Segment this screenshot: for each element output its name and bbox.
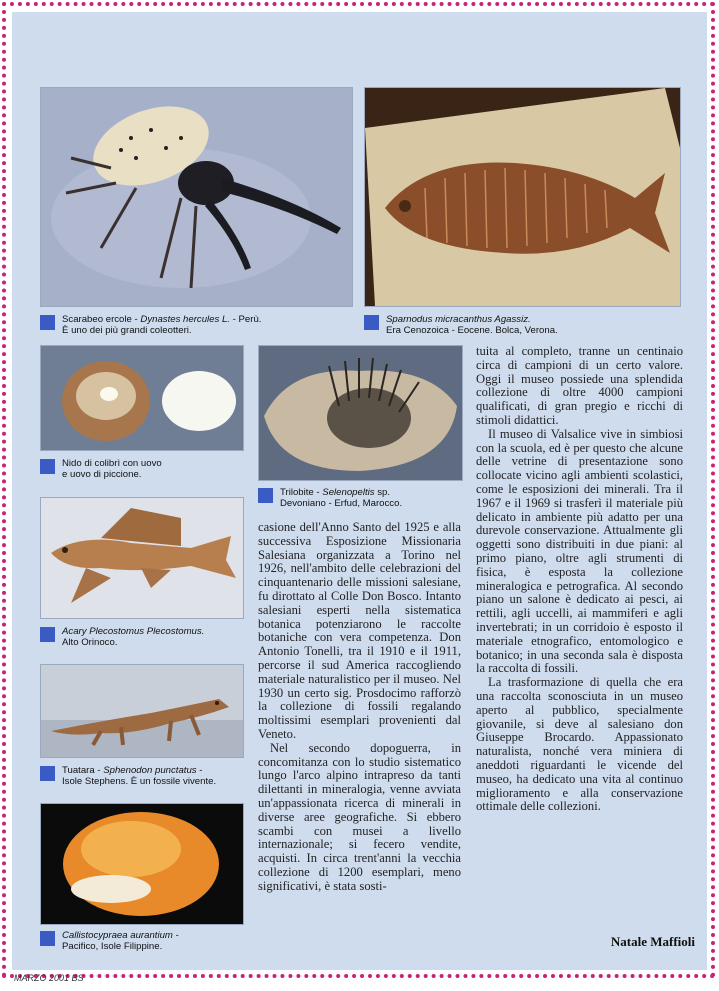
caption-square-icon	[40, 766, 55, 781]
caption-square-icon	[40, 931, 55, 946]
nest-caption	[40, 458, 250, 482]
caption-species: Selenopeltis	[322, 487, 375, 498]
author-signature: Natale Maffioli	[610, 934, 695, 949]
caption-text: -	[196, 765, 203, 776]
beetle-caption	[40, 314, 360, 338]
catfish-caption	[40, 626, 260, 650]
caption-text: Scarabeo ercole -	[62, 314, 141, 325]
caption-text: sp.	[374, 487, 391, 498]
caption-text: È uno dei più grandi coleotteri.	[62, 325, 192, 336]
caption-text: Era Cenozoica - Eocene. Bolca, Verona.	[386, 325, 558, 336]
caption-text: Pacifico, Isole Filippine.	[62, 941, 163, 952]
article-column-middle	[258, 521, 461, 894]
caption-species: Callistocypraea aurantium	[62, 930, 173, 941]
beetle-photo	[40, 87, 353, 307]
trilobite-photo	[258, 345, 463, 481]
caption-square-icon	[40, 459, 55, 474]
fish-caption	[364, 314, 694, 338]
article-paragraph: Nel secondo dopoguerra, in concomitanza con lo studio sistematico lungo l'arco alpino intrapreso da tanti dilettanti in mineralogia, venne avviata un'appassionata ricerca di minerali in diverse aree geografiche. Si ebbero scambi con musei a livello internazionale; si fecero vendite, acquisti. In circa trent'anni la vecchia collezione di 1200 esemplari, meno significativi, è stata sosti-	[258, 740, 461, 893]
shell-caption	[40, 930, 260, 954]
article-paragraph: casione dell'Anno Santo del 1925 e alla successiva Esposizione Missionaria Salesiana organizzata a Torino nel 1926, nell'ambito delle celebrazioni del cinquantenario delle missioni salesiane, fu dirottato al Colle Don Bosco. Intanto salesiani esperti nella sistematica botanica potenziarono le raccolte botaniche con vera competenza. Don Antonio Tonelli, tra il 1910 e il 1911, percorse il sud America raccogliendo materiale naturalistico per il museo. Nel 1930 un certo sig. Prosdocimo rafforzò la collezione di fossili regalando moltissimi esemplari provenienti dal Veneto.	[258, 520, 461, 741]
page-footer: MARZO 2001 BS	[14, 973, 84, 983]
caption-text: Nido di colibrì con uovo	[62, 458, 162, 469]
caption-species: Sphenodon punctatus	[103, 765, 197, 776]
article-column-right	[476, 345, 683, 814]
nest-photo	[40, 345, 244, 451]
caption-square-icon	[258, 488, 273, 503]
caption-text: Tuatara -	[62, 765, 104, 776]
caption-text: - Perù.	[229, 314, 262, 325]
article-paragraph: Il museo di Valsalice vive in simbiosi con la scuola, ed è per questo che alcune delle vetrine di presentazione sono collocate vicino agli ambienti scolastici, come le esposizioni dei minerali. Tra il 1967 e il 1969 si trasferì il materiale più delicato in ambiente più adatto per una durevole conservazione. Attualmente gli oggetti sono distribuiti in due piani: al primo piano, oltre agli strumenti di fisica, è esposta la collezione mineralogica e petrografica. Al secondo piano un salone è dedicato ai pesci, ai rettili, agli uccelli, ai mammiferi e agli invertebrati; in un corridoio è esposto il materiale etnografico, entomologico e botanico; in una seconda sala è disposta la raccolta di fossili.	[476, 426, 683, 676]
article-paragraph: La trasformazione di quella che era una raccolta sconosciuta in un museo aperto al pubblico, specialmente giovanile, si deve al salesiano don Giuseppe Brocardo. Appassionato naturalista, nonché vera miniera di aneddoti riguardanti le vicende del museo, ha dedicato una vita al continuo miglioramento e alla conservazione ottimale delle collezioni.	[476, 675, 683, 814]
caption-species: Sparnodus micracanthus Agassiz.	[386, 314, 531, 325]
fish-fossil-photo	[364, 87, 681, 307]
caption-species: Dynastes hercules L.	[140, 314, 230, 325]
caption-square-icon	[364, 315, 379, 330]
caption-square-icon	[40, 315, 55, 330]
caption-text: e uovo di piccione.	[62, 469, 142, 480]
article-paragraph: tuita al completo, tranne un centinaio circa di campioni di un certo valore. Oggi il museo possiede una splendida collezione di oltre 4000 campioni qualificati, di gran pregio e ricchi di stimoli didattici.	[476, 344, 683, 427]
caption-text: -	[172, 930, 179, 941]
tuatara-caption	[40, 765, 260, 789]
catfish-photo	[40, 497, 244, 619]
caption-text: Devoniano - Erfud, Marocco.	[280, 498, 403, 509]
caption-species: Acary Plecostomus Plecostomus.	[62, 626, 205, 637]
caption-text: Isole Stephens. È un fossile vivente.	[62, 776, 217, 787]
caption-text: Alto Orinoco.	[62, 637, 118, 648]
caption-square-icon	[40, 627, 55, 642]
cowrie-shell-photo	[40, 803, 244, 925]
caption-text: Trilobite -	[280, 487, 323, 498]
trilobite-caption	[258, 487, 468, 511]
tuatara-photo	[40, 664, 244, 758]
